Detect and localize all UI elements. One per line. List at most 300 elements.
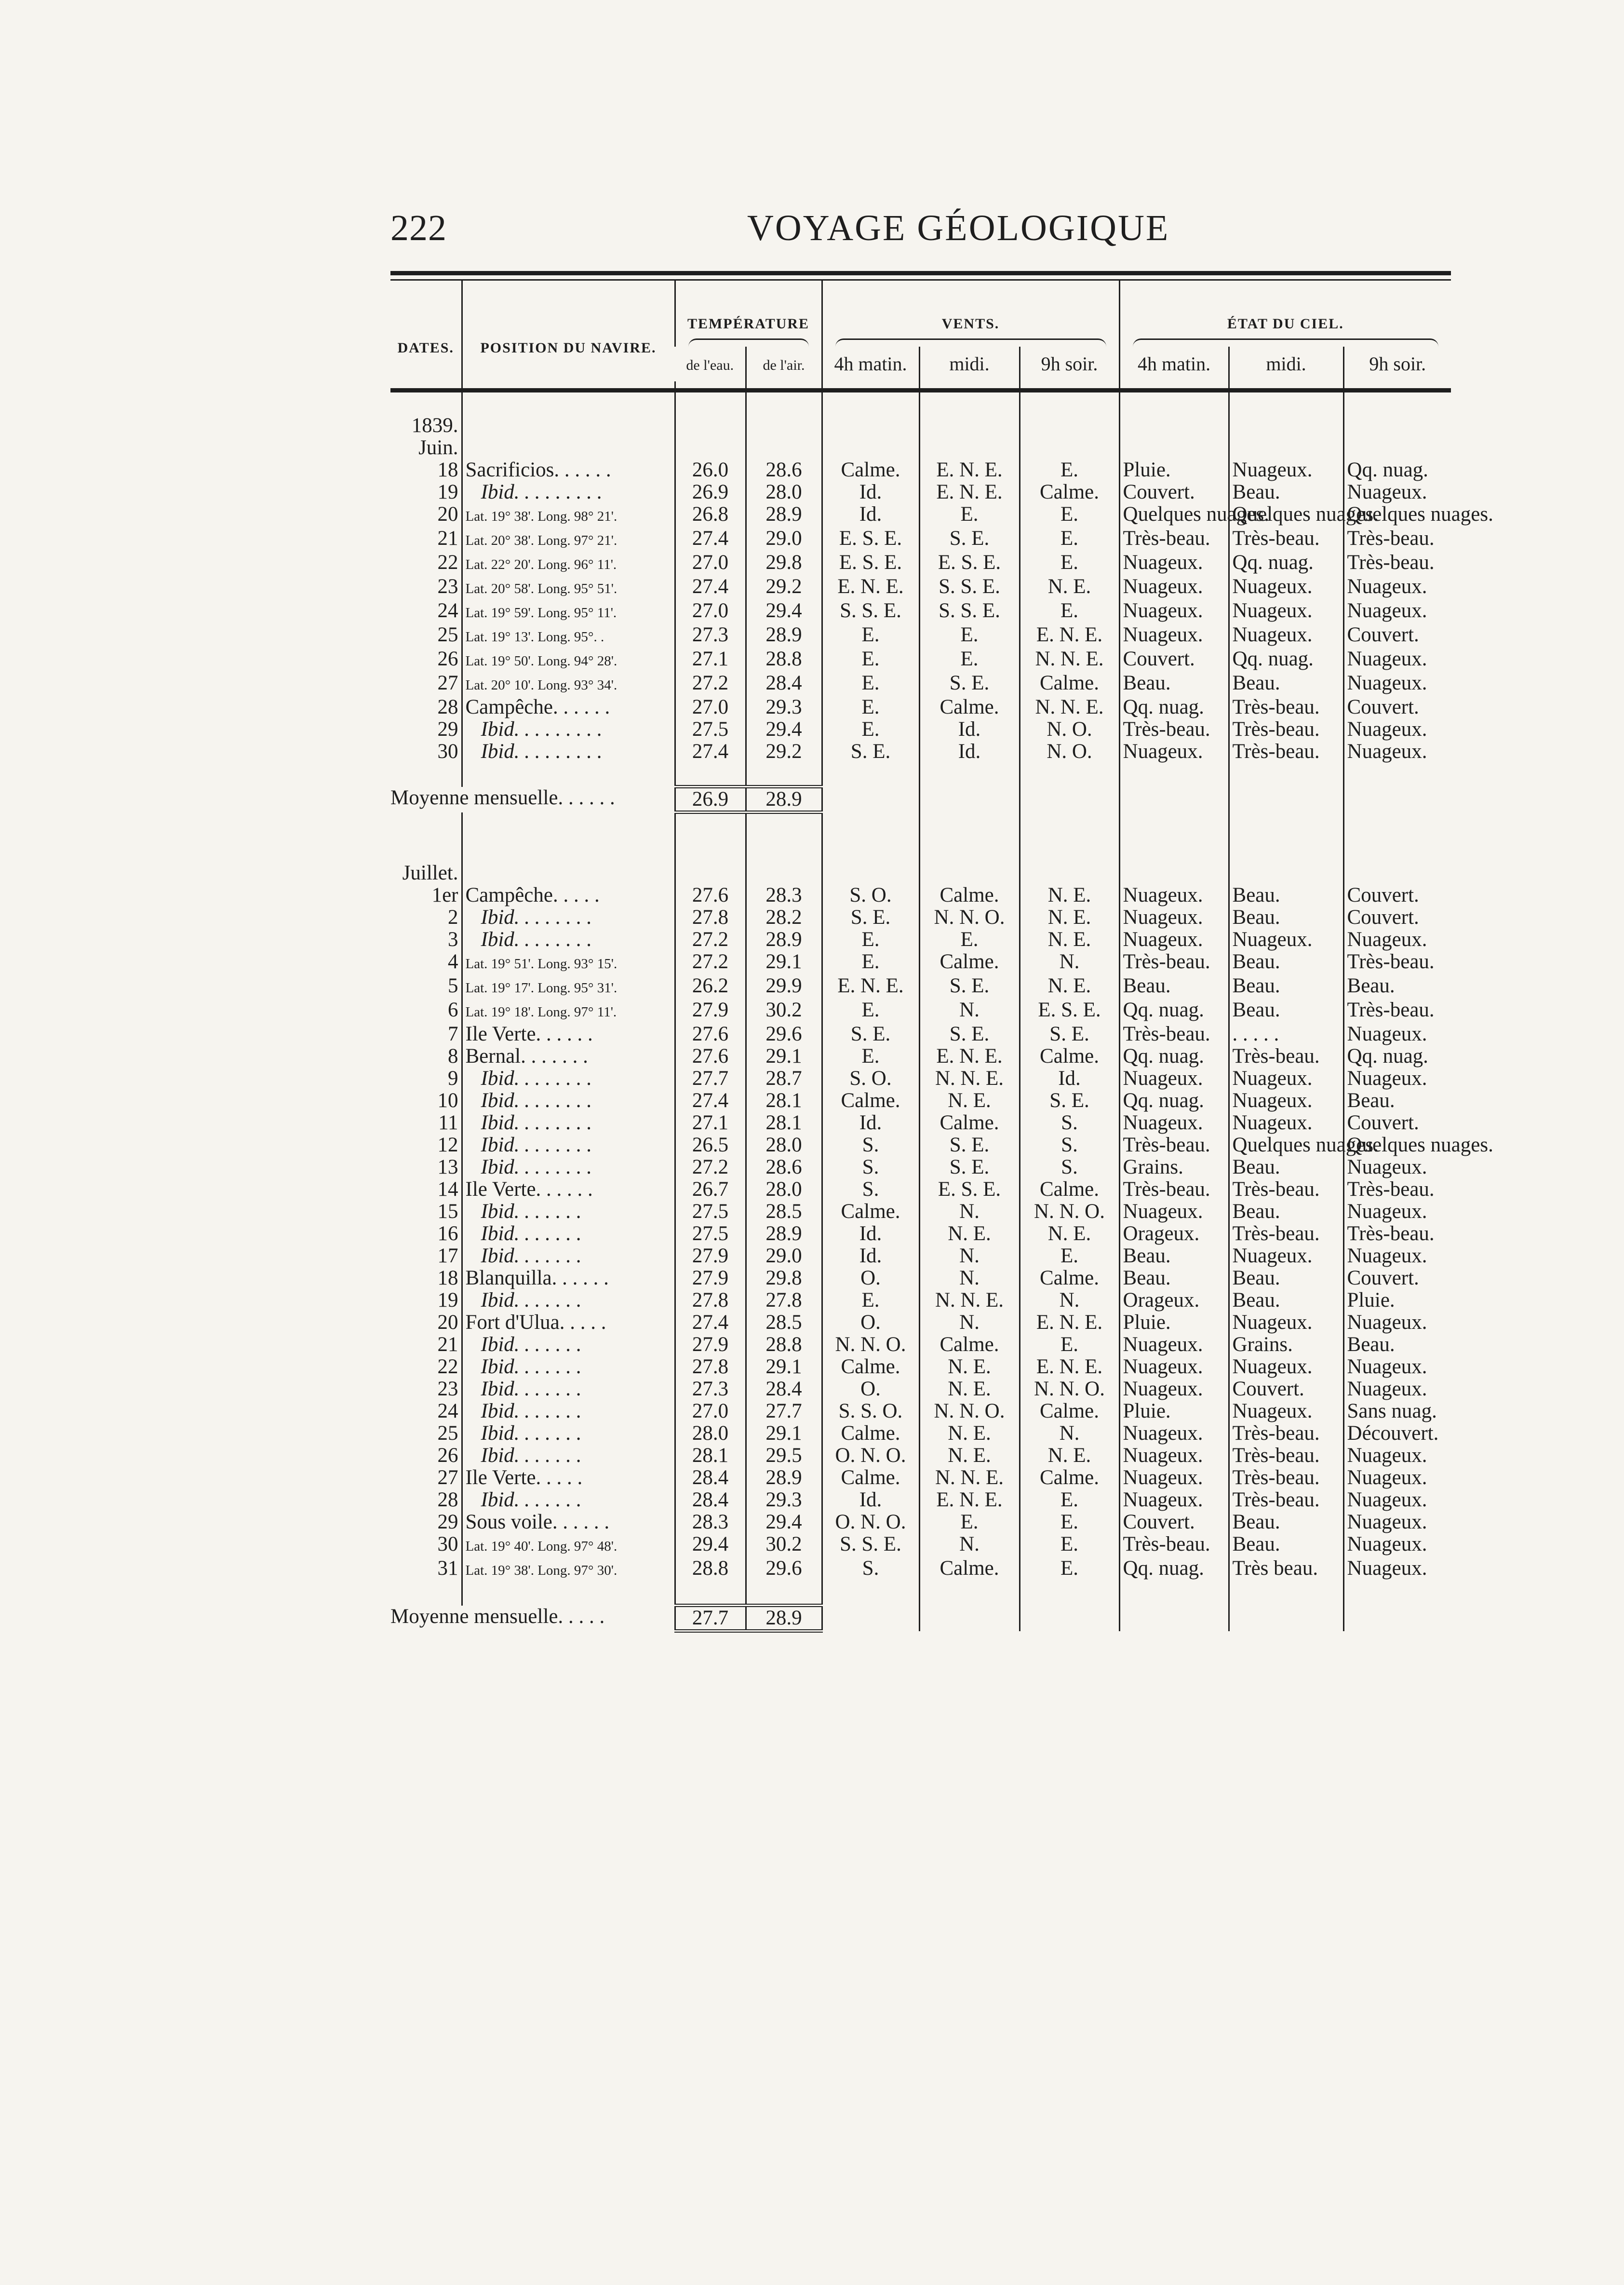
- wind-morning-cell: Id.: [822, 481, 919, 503]
- position-cell: [462, 1289, 675, 1312]
- wind-noon-cell: E.: [919, 1511, 1020, 1533]
- wind-morning-cell: E.: [822, 1045, 919, 1068]
- wind-evening-cell: N. N. O.: [1020, 1201, 1119, 1223]
- water-temp-cell: 27.6: [675, 1023, 746, 1045]
- position-cell: [462, 1557, 675, 1582]
- water-temp-cell: 27.8: [675, 1356, 746, 1378]
- table-row: [390, 1533, 1451, 1557]
- table-row: [390, 1023, 1451, 1045]
- water-temp-cell: 27.8: [675, 1289, 746, 1312]
- sky-evening-cell: Nuageux.: [1343, 1511, 1451, 1533]
- day-cell: 21: [437, 527, 458, 550]
- header-etat: [1119, 281, 1451, 347]
- position-text: Lat. 19° 59'. Long. 95° 11'.: [465, 605, 617, 621]
- wind-noon-cell: N. N. O.: [919, 906, 1020, 929]
- wind-evening-cell: E.: [1020, 1489, 1119, 1511]
- wind-morning-cell: E.: [822, 1289, 919, 1312]
- day-cell: 20: [437, 1311, 458, 1334]
- position-text: Ibid. . . . . . .: [481, 1289, 582, 1312]
- wind-evening-cell: E.: [1020, 1334, 1119, 1356]
- wind-morning-cell: O.: [822, 1378, 919, 1400]
- sky-noon-cell: Beau.: [1229, 1289, 1343, 1312]
- sky-evening-cell: Nuageux.: [1343, 1068, 1451, 1090]
- day-cell: 19: [437, 481, 458, 503]
- position-text: Sous voile. . . . . .: [465, 1511, 610, 1533]
- juin-mean-section: [390, 763, 1451, 884]
- position-text: Ibid. . . . . . . . .: [481, 481, 603, 503]
- water-temp-cell: 27.7: [675, 1068, 746, 1090]
- position-cell: [462, 576, 675, 600]
- wind-evening-cell: N. E.: [1020, 929, 1119, 951]
- header-vents-brace: [835, 338, 1106, 347]
- position-text: Fort d'Ulua. . . . .: [465, 1311, 606, 1334]
- header-ciel-midi: midi.: [1229, 347, 1343, 381]
- air-temp-cell: 28.9: [746, 624, 822, 648]
- sky-morning-cell: Grains.: [1119, 1156, 1229, 1178]
- wind-morning-cell: O. N. O.: [822, 1445, 919, 1467]
- sky-evening-cell: Très-beau.: [1343, 999, 1451, 1023]
- air-temp-cell: 28.5: [746, 1312, 822, 1334]
- air-temp-cell: 29.9: [746, 975, 822, 999]
- air-temp-cell: 28.3: [746, 884, 822, 906]
- sky-morning-cell: Couvert.: [1119, 1511, 1229, 1533]
- sky-evening-cell: Nuageux.: [1343, 481, 1451, 503]
- sky-evening-cell: Très-beau.: [1343, 1178, 1451, 1201]
- sky-morning-cell: Très-beau.: [1119, 718, 1229, 741]
- wind-noon-cell: N.: [919, 1533, 1020, 1557]
- water-temp-cell: 26.5: [675, 1134, 746, 1156]
- air-temp-cell: 29.8: [746, 1267, 822, 1289]
- sky-morning-cell: Nuageux.: [1119, 1112, 1229, 1134]
- sky-noon-cell: Nuageux.: [1229, 1068, 1343, 1090]
- wind-evening-cell: N. N. E.: [1020, 648, 1119, 672]
- wind-noon-cell: S. S. E.: [919, 576, 1020, 600]
- sky-evening-cell: Nuageux.: [1343, 1378, 1451, 1400]
- water-temp-cell: 27.0: [675, 1400, 746, 1422]
- day-cell: 21: [437, 1333, 458, 1356]
- wind-noon-cell: N. N. O.: [919, 1400, 1020, 1422]
- weather-table: [390, 281, 1493, 1633]
- position-cell: [462, 1533, 675, 1557]
- position-cell: [462, 527, 675, 552]
- sky-noon-cell: Beau.: [1229, 884, 1343, 906]
- day-cell: 11: [438, 1111, 458, 1134]
- table-row: [390, 975, 1451, 999]
- wind-noon-cell: S. E.: [919, 975, 1020, 999]
- air-temp-cell: 28.2: [746, 906, 822, 929]
- sky-noon-cell: Très-beau.: [1229, 1422, 1343, 1445]
- wind-morning-cell: E.: [822, 951, 919, 975]
- wind-noon-cell: S. E.: [919, 1156, 1020, 1178]
- water-temp-cell: 27.4: [675, 527, 746, 552]
- wind-noon-cell: S. E.: [919, 527, 1020, 552]
- wind-morning-cell: S. S. E.: [822, 600, 919, 624]
- water-temp-cell: 27.1: [675, 648, 746, 672]
- air-temp-cell: 29.0: [746, 527, 822, 552]
- sky-noon-cell: Qq. nuag.: [1229, 648, 1343, 672]
- sky-noon-cell: Couvert.: [1229, 1378, 1343, 1400]
- position-text: Lat. 22° 20'. Long. 96° 11'.: [465, 557, 617, 572]
- sky-morning-cell: Nuageux.: [1119, 1422, 1229, 1445]
- page-header: [390, 203, 1451, 260]
- position-text: Ibid. . . . . . . .: [481, 1156, 592, 1178]
- wind-evening-cell: E. N. E.: [1020, 1356, 1119, 1378]
- sky-noon-cell: Très-beau.: [1229, 1445, 1343, 1467]
- water-temp-cell: 27.9: [675, 1334, 746, 1356]
- wind-morning-cell: Calme.: [822, 1090, 919, 1112]
- day-cell: 24: [437, 1400, 458, 1422]
- wind-morning-cell: E.: [822, 929, 919, 951]
- position-text: Ile Verte. . . . . .: [465, 1023, 593, 1045]
- header-ciel-9h: 9h soir.: [1343, 347, 1451, 381]
- water-temp-cell: 27.6: [675, 884, 746, 906]
- sky-noon-cell: Nuageux.: [1229, 624, 1343, 648]
- wind-evening-cell: E. N. E.: [1020, 624, 1119, 648]
- water-temp-cell: 26.2: [675, 975, 746, 999]
- header-temperature: [675, 281, 822, 347]
- table-row: [390, 1068, 1451, 1090]
- table-row: [390, 576, 1451, 600]
- position-text: Lat. 20° 10'. Long. 93° 34'.: [465, 677, 617, 693]
- air-temp-cell: 29.2: [746, 741, 822, 763]
- air-temp-cell: 28.8: [746, 648, 822, 672]
- wind-noon-cell: N. E.: [919, 1223, 1020, 1245]
- wind-noon-cell: N. E.: [919, 1090, 1020, 1112]
- table-row: [390, 1445, 1451, 1467]
- sky-evening-cell: Nuageux.: [1343, 1557, 1451, 1582]
- sky-evening-cell: Nuageux.: [1343, 718, 1451, 741]
- sky-noon-cell: Nuageux.: [1229, 1112, 1343, 1134]
- header-vents-9h: 9h soir.: [1020, 347, 1119, 381]
- table-row: [390, 459, 1451, 481]
- day-cell: 26: [437, 648, 458, 670]
- wind-morning-cell: Id.: [822, 1112, 919, 1134]
- wind-noon-cell: S. E.: [919, 1023, 1020, 1045]
- wind-noon-cell: E.: [919, 503, 1020, 527]
- air-temp-cell: 29.1: [746, 1422, 822, 1445]
- position-text: Ibid. . . . . . . . .: [481, 718, 603, 741]
- position-text: Campêche. . . . . .: [465, 696, 610, 718]
- header-ciel-4h: 4h matin.: [1119, 347, 1229, 381]
- wind-evening-cell: N. E.: [1020, 975, 1119, 999]
- position-cell: [462, 1400, 675, 1422]
- sky-morning-cell: Nuageux.: [1119, 600, 1229, 624]
- day-cell: 5: [448, 974, 458, 997]
- weather-table-container: [390, 271, 1493, 1633]
- air-temp-cell: 29.8: [746, 552, 822, 576]
- air-temp-cell: 28.7: [746, 1068, 822, 1090]
- wind-noon-cell: E. S. E.: [919, 552, 1020, 576]
- wind-evening-cell: S. E.: [1020, 1023, 1119, 1045]
- position-cell: [462, 1312, 675, 1334]
- air-temp-cell: 29.0: [746, 1245, 822, 1267]
- air-temp-cell: 29.2: [746, 576, 822, 600]
- day-cell: 28: [437, 696, 458, 718]
- day-cell: 18: [437, 1267, 458, 1289]
- header-etat-label: ÉTAT DU CIEL.: [1227, 316, 1344, 332]
- header-etat-brace: [1133, 338, 1439, 347]
- water-temp-cell: 26.8: [675, 503, 746, 527]
- position-cell: [462, 1422, 675, 1445]
- sky-evening-cell: Couvert.: [1343, 624, 1451, 648]
- air-temp-cell: 29.1: [746, 1045, 822, 1068]
- water-temp-cell: 27.8: [675, 906, 746, 929]
- position-cell: [462, 1201, 675, 1223]
- top-rule-thick: [390, 271, 1451, 275]
- wind-evening-cell: E.: [1020, 527, 1119, 552]
- sky-evening-cell: Nuageux.: [1343, 600, 1451, 624]
- header-underline: [390, 381, 1451, 391]
- sky-evening-cell: Nuageux.: [1343, 1533, 1451, 1557]
- position-cell: [462, 1023, 675, 1045]
- day-cell: 15: [437, 1200, 458, 1223]
- sky-morning-cell: Très-beau.: [1119, 1178, 1229, 1201]
- position-text: Ibid. . . . . . .: [481, 1244, 582, 1267]
- day-cell: 23: [437, 575, 458, 598]
- sky-noon-cell: Grains.: [1229, 1334, 1343, 1356]
- day-cell: 19: [437, 1289, 458, 1312]
- wind-morning-cell: S. E.: [822, 906, 919, 929]
- day-cell: 9: [448, 1067, 458, 1090]
- wind-noon-cell: S. E.: [919, 1134, 1020, 1156]
- table-row: [390, 1267, 1451, 1289]
- position-cell: [462, 906, 675, 929]
- sky-evening-cell: Qq. nuag.: [1343, 1045, 1451, 1068]
- sky-morning-cell: Beau.: [1119, 975, 1229, 999]
- header-vents: [822, 281, 1119, 347]
- table-row: [390, 1312, 1451, 1334]
- wind-evening-cell: N.: [1020, 1422, 1119, 1445]
- position-cell: [462, 696, 675, 718]
- air-temp-cell: 27.8: [746, 1289, 822, 1312]
- wind-evening-cell: E.: [1020, 600, 1119, 624]
- position-cell: [462, 951, 675, 975]
- table-row: [390, 1201, 1451, 1223]
- sky-evening-cell: Nuageux.: [1343, 1023, 1451, 1045]
- wind-morning-cell: E.: [822, 648, 919, 672]
- sky-evening-cell: Très-beau.: [1343, 1223, 1451, 1245]
- day-cell: 8: [448, 1045, 458, 1068]
- table-row: [390, 1134, 1451, 1156]
- position-text: Ibid. . . . . . .: [481, 1200, 582, 1223]
- sky-morning-cell: Nuageux.: [1119, 1201, 1229, 1223]
- position-cell: [462, 1045, 675, 1068]
- header-temperature-label: TEMPÉRATURE: [687, 316, 810, 332]
- air-temp-cell: 29.3: [746, 1489, 822, 1511]
- sky-evening-cell: Nuageux.: [1343, 672, 1451, 696]
- sky-evening-cell: Qq. nuag.: [1343, 459, 1451, 481]
- position-cell: [462, 1511, 675, 1533]
- table-row: [390, 718, 1451, 741]
- day-cell: 25: [437, 623, 458, 646]
- juillet-mean-eau: 27.7: [675, 1606, 746, 1631]
- table-row: [390, 648, 1451, 672]
- wind-evening-cell: N.: [1020, 951, 1119, 975]
- sky-evening-cell: Nuageux.: [1343, 1356, 1451, 1378]
- water-temp-cell: 27.9: [675, 1267, 746, 1289]
- sky-noon-cell: Beau.: [1229, 1533, 1343, 1557]
- table-row: [390, 552, 1451, 576]
- sky-evening-cell: Nuageux.: [1343, 1245, 1451, 1267]
- wind-morning-cell: O. N. O.: [822, 1511, 919, 1533]
- day-cell: 29: [437, 718, 458, 741]
- sky-morning-cell: Beau.: [1119, 1267, 1229, 1289]
- water-temp-cell: 28.3: [675, 1511, 746, 1533]
- wind-morning-cell: E.: [822, 672, 919, 696]
- sky-morning-cell: Nuageux.: [1119, 741, 1229, 763]
- table-row: [390, 1178, 1451, 1201]
- air-temp-cell: 28.4: [746, 1378, 822, 1400]
- water-temp-cell: 27.5: [675, 1223, 746, 1245]
- position-text: Lat. 19° 40'. Long. 97° 48'.: [465, 1539, 617, 1554]
- sky-evening-cell: Couvert.: [1343, 1112, 1451, 1134]
- wind-evening-cell: N. O.: [1020, 718, 1119, 741]
- water-temp-cell: 28.0: [675, 1422, 746, 1445]
- wind-morning-cell: Calme.: [822, 1356, 919, 1378]
- table-row: [390, 929, 1451, 951]
- air-temp-cell: 30.2: [746, 999, 822, 1023]
- wind-evening-cell: E.: [1020, 1557, 1119, 1582]
- sky-noon-cell: Qq. nuag.: [1229, 552, 1343, 576]
- sky-noon-cell: Très beau.: [1229, 1557, 1343, 1582]
- wind-morning-cell: Calme.: [822, 1201, 919, 1223]
- position-cell: [462, 1112, 675, 1134]
- water-temp-cell: 27.1: [675, 1112, 746, 1134]
- position-cell: [462, 481, 675, 503]
- wind-morning-cell: Id.: [822, 503, 919, 527]
- air-temp-cell: 28.1: [746, 1090, 822, 1112]
- wind-evening-cell: Calme.: [1020, 1267, 1119, 1289]
- water-temp-cell: 27.2: [675, 1156, 746, 1178]
- header-eau: de l'eau.: [686, 357, 734, 373]
- wind-noon-cell: Calme.: [919, 1334, 1020, 1356]
- table-row: [390, 1511, 1451, 1533]
- sky-noon-cell: Très-beau.: [1229, 1178, 1343, 1201]
- sky-evening-cell: Très-beau.: [1343, 552, 1451, 576]
- sky-noon-cell: Beau.: [1229, 951, 1343, 975]
- wind-morning-cell: E.: [822, 999, 919, 1023]
- position-text: Lat. 19° 38'. Long. 97° 30'.: [465, 1563, 617, 1578]
- sky-evening-cell: Nuageux.: [1343, 1467, 1451, 1489]
- wind-evening-cell: S.: [1020, 1156, 1119, 1178]
- water-temp-cell: 27.4: [675, 1312, 746, 1334]
- position-text: Lat. 20° 58'. Long. 95° 51'.: [465, 581, 617, 596]
- wind-noon-cell: E.: [919, 648, 1020, 672]
- header-vents-4h: 4h matin.: [822, 347, 919, 381]
- sky-morning-cell: Nuageux.: [1119, 1445, 1229, 1467]
- water-temp-cell: 26.7: [675, 1178, 746, 1201]
- air-temp-cell: 29.6: [746, 1557, 822, 1582]
- wind-noon-cell: N.: [919, 999, 1020, 1023]
- sky-noon-cell: Très-beau.: [1229, 1045, 1343, 1068]
- wind-evening-cell: N.: [1020, 1289, 1119, 1312]
- sky-evening-cell: Sans nuag.: [1343, 1400, 1451, 1422]
- sky-noon-cell: . . . . .: [1229, 1023, 1343, 1045]
- sky-noon-cell: Beau.: [1229, 975, 1343, 999]
- water-temp-cell: 27.5: [675, 718, 746, 741]
- sky-noon-cell: Nuageux.: [1229, 600, 1343, 624]
- table-row: [390, 1400, 1451, 1422]
- position-text: Lat. 19° 38'. Long. 98° 21'.: [465, 509, 617, 524]
- wind-evening-cell: Calme.: [1020, 481, 1119, 503]
- table-row: [390, 1223, 1451, 1245]
- juillet-mean-air: 28.9: [746, 1606, 822, 1631]
- position-cell: [462, 1090, 675, 1112]
- sky-morning-cell: Très-beau.: [1119, 1533, 1229, 1557]
- wind-evening-cell: E.: [1020, 459, 1119, 481]
- position-cell: [462, 718, 675, 741]
- wind-morning-cell: S.: [822, 1156, 919, 1178]
- sky-noon-cell: Beau.: [1229, 1267, 1343, 1289]
- table-row: [390, 1045, 1451, 1068]
- sky-evening-cell: Couvert.: [1343, 884, 1451, 906]
- juin-mean-air: 28.9: [746, 787, 822, 812]
- wind-morning-cell: Id.: [822, 1489, 919, 1511]
- sky-noon-cell: Beau.: [1229, 999, 1343, 1023]
- sky-evening-cell: Couvert.: [1343, 1267, 1451, 1289]
- day-cell: 24: [437, 599, 458, 622]
- header-position: POSITION DU NAVIRE.: [462, 281, 675, 381]
- wind-evening-cell: E. N. E.: [1020, 1312, 1119, 1334]
- position-cell: [462, 1134, 675, 1156]
- wind-noon-cell: Calme.: [919, 951, 1020, 975]
- sky-noon-cell: Nuageux.: [1229, 1312, 1343, 1334]
- position-text: Ibid. . . . . . . . .: [481, 740, 603, 763]
- sky-morning-cell: Nuageux.: [1119, 576, 1229, 600]
- day-cell: 26: [437, 1444, 458, 1467]
- table-row: [390, 600, 1451, 624]
- position-text: Ibid. . . . . . . .: [481, 1134, 592, 1156]
- wind-morning-cell: Id.: [822, 1245, 919, 1267]
- sky-noon-cell: Très-beau.: [1229, 696, 1343, 718]
- position-cell: [462, 1467, 675, 1489]
- day-cell: 29: [437, 1511, 458, 1533]
- sky-evening-cell: Quelques nuages.: [1343, 503, 1451, 527]
- wind-noon-cell: Calme.: [919, 696, 1020, 718]
- juin-mean-label: Moyenne mensuelle. . . . . .: [390, 786, 615, 809]
- sky-morning-cell: Couvert.: [1119, 481, 1229, 503]
- wind-morning-cell: Calme.: [822, 1422, 919, 1445]
- sky-evening-cell: Nuageux.: [1343, 576, 1451, 600]
- air-temp-cell: 28.9: [746, 503, 822, 527]
- header-air: de l'air.: [746, 347, 822, 381]
- position-text: Ibid. . . . . . . .: [481, 928, 592, 951]
- sky-evening-cell: Pluie.: [1343, 1289, 1451, 1312]
- sky-evening-cell: Nuageux.: [1343, 1445, 1451, 1467]
- sky-noon-cell: Beau.: [1229, 1156, 1343, 1178]
- wind-noon-cell: E. S. E.: [919, 1178, 1020, 1201]
- wind-evening-cell: S.: [1020, 1134, 1119, 1156]
- water-temp-cell: 27.5: [675, 1201, 746, 1223]
- position-cell: [462, 672, 675, 696]
- air-temp-cell: 29.3: [746, 696, 822, 718]
- wind-noon-cell: Calme.: [919, 1557, 1020, 1582]
- position-cell: [462, 975, 675, 999]
- sky-noon-cell: Très-beau.: [1229, 527, 1343, 552]
- wind-noon-cell: N. E.: [919, 1422, 1020, 1445]
- day-cell: 27: [437, 672, 458, 694]
- wind-noon-cell: Calme.: [919, 884, 1020, 906]
- wind-morning-cell: Calme.: [822, 459, 919, 481]
- sky-morning-cell: Beau.: [1119, 1245, 1229, 1267]
- day-cell: 30: [437, 1533, 458, 1555]
- wind-evening-cell: N. E.: [1020, 906, 1119, 929]
- sky-noon-cell: Nuageux.: [1229, 459, 1343, 481]
- sky-evening-cell: Nuageux.: [1343, 929, 1451, 951]
- wind-morning-cell: E. S. E.: [822, 552, 919, 576]
- position-cell: [462, 1356, 675, 1378]
- day-cell: 4: [448, 950, 458, 973]
